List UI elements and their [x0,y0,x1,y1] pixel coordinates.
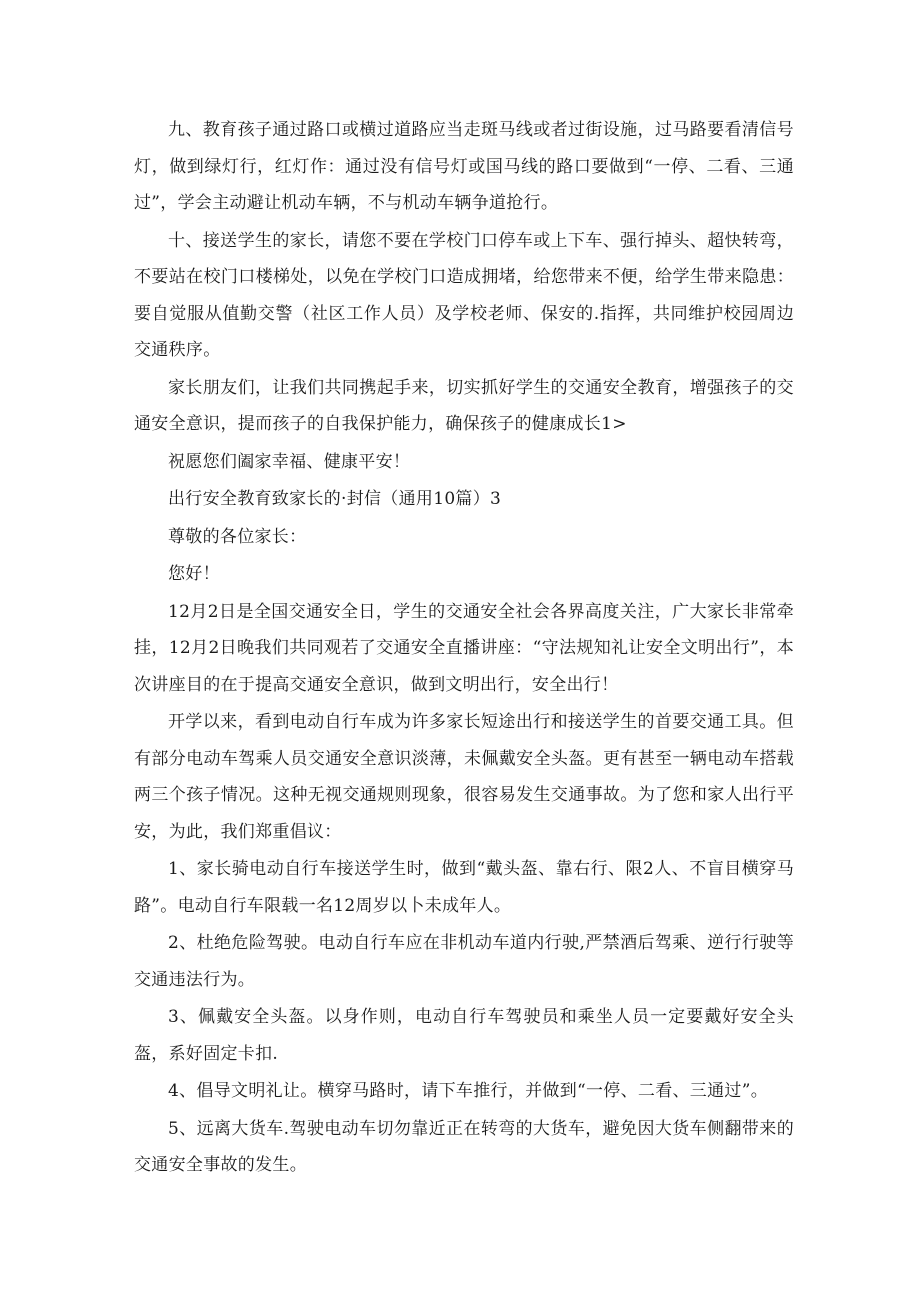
paragraph-item-ten: 十、接送学生的家长，请您不要在学校门口停车或上下车、强行掉头、超快转弯，不要站在校门口楼梯处，以免在学校门口造成拥堵，给您带来不便，给学生带来隐患：要自觉服从值勤交警（社区工作人员）及学校老师、保安的.指挥，共同维护校园周边交通秩序。 [134,230,794,360]
paragraph-appeal: 家长朋友们，让我们共同携起手来，切实抓好学生的交通安全教育，增强孩子的交通安全意识，提而孩子的自我保护能力，确保孩子的健康成长1> [134,377,794,434]
section-title: 出行安全教育致家长的·封信（通用10篇）3 [168,489,502,509]
paragraph-item-nine: 九、教育孩子通过路口或横过道路应当走斑马线或者过街设施，过马路要看清信号灯，做到绿灯行，红灯作：通过没有信号灯或国马线的路口要做到“一停、二看、三通过”，学会主动避让机动车辆，不与机动车辆争道抢行。 [134,120,794,213]
salutation: 尊敬的各位家长： [168,526,307,547]
proposal-item-3: 3、佩戴安全头盔。以身作则，电动自行车驾驶员和乘坐人员一定要戴好安全头盔，系好固定卡扣. [134,1007,794,1064]
proposal-item-4: 4、倡导文明礼让。横穿马路时，请下车推行，并做到“一停、二看、三通过”。 [168,1081,768,1101]
paragraph-electric-bike: 开学以来，看到电动自行车成为许多家长短途出行和接送学生的首要交通工具。但有部分电动车驾乘人员交通安全意识淡薄，未佩戴安全头盔。更有甚至一辆电动车搭载两三个孩子情况。这种无视交通规则现象，很容易发生交通事故。为了您和家人出行平安，为此，我们郑重倡议： [134,712,794,842]
document-page [134,112,794,1184]
greeting: 您好！ [168,564,220,584]
proposal-item-1: 1、家长骑电动自行车接送学生时，做到“戴头盔、靠右行、限2人、不盲目横穿马路”。电动自行车限载一名12周岁以卜未成年人。 [134,859,794,916]
proposal-item-2: 2、杜绝危险驾驶。电动自行车应在非机动车道内行驶,严禁酒后驾乘、逆行行驶等交通违法行为。 [134,933,794,990]
proposal-item-5: 5、远离大货车.驾驶电动车切勿靠近正在转弯的大货车，避免因大货车侧翻带来的交通安全事故的发生。 [134,1118,794,1175]
paragraph-safety-day: 12月2日是全国交通安全日，学生的交通安全社会各界高度关注，广大家长非常牵挂，12月2日晚我们共同观若了交通安全直播讲座：“守法规知礼让安全文明出行”，本次讲座目的在于提高交通安全意识，做到文明出行，安全出行！ [134,601,794,695]
paragraph-wishes: 祝愿您们阖家幸福、健康平安！ [168,451,411,472]
